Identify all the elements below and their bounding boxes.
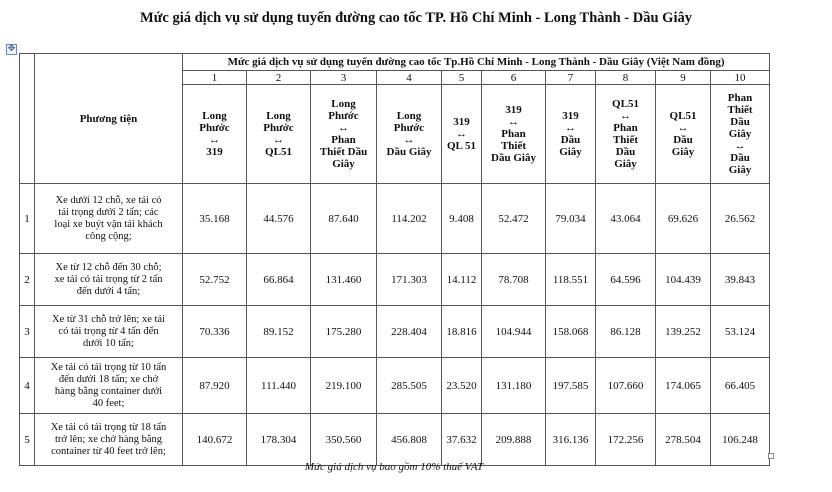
fee-cell: 139.252 bbox=[656, 306, 711, 358]
fee-cell: 285.505 bbox=[377, 358, 442, 414]
fee-cell: 107.660 bbox=[596, 358, 656, 414]
fee-cell: 64.596 bbox=[596, 254, 656, 306]
route-header-line: QL51 bbox=[265, 146, 292, 158]
route-header bbox=[596, 85, 656, 184]
fee-cell: 53.124 bbox=[711, 306, 770, 358]
fee-cell: 87.640 bbox=[311, 184, 377, 254]
vehicle-description-line: container từ 40 feet trở lên; bbox=[51, 445, 166, 457]
vehicle-description-line: công cộng; bbox=[85, 230, 132, 242]
route-header-line: ↔ bbox=[273, 134, 284, 146]
vehicle-description bbox=[35, 358, 183, 414]
fee-cell: 111.440 bbox=[247, 358, 311, 414]
fee-cell: 66.405 bbox=[711, 358, 770, 414]
fee-cell: 104.439 bbox=[656, 254, 711, 306]
row-index: 3 bbox=[20, 306, 35, 358]
route-header bbox=[546, 85, 596, 184]
row-index: 1 bbox=[20, 184, 35, 254]
route-header-line: Phước bbox=[328, 110, 359, 122]
route-header-line: Phan bbox=[727, 92, 753, 104]
fee-cell: 69.626 bbox=[656, 184, 711, 254]
toll-fee-table bbox=[19, 53, 770, 466]
route-header-line: Dầu bbox=[560, 134, 581, 146]
route-header-line: ↔ bbox=[677, 122, 689, 134]
fee-cell: 175.280 bbox=[311, 306, 377, 358]
route-header bbox=[183, 85, 247, 184]
route-header-line: Phước bbox=[393, 122, 425, 134]
route-header-line: Dầu Giây bbox=[386, 146, 432, 158]
route-header bbox=[247, 85, 311, 184]
route-header bbox=[311, 85, 377, 184]
header-blank-cell bbox=[20, 54, 35, 184]
vehicle-description-line: 40 feet; bbox=[92, 397, 125, 409]
route-header-line: Giây bbox=[332, 158, 355, 170]
fee-cell: 44.576 bbox=[247, 184, 311, 254]
fee-cell: 104.944 bbox=[482, 306, 546, 358]
table-row bbox=[20, 254, 770, 306]
route-header-line: ↔ bbox=[620, 110, 631, 122]
vehicle-description-line: Xe từ 31 chỗ trở lên; xe tải bbox=[51, 313, 165, 325]
table-row bbox=[20, 358, 770, 414]
move-handle-icon[interactable]: ✥ bbox=[7, 44, 16, 54]
column-number: 5 bbox=[442, 71, 482, 85]
fee-cell: 174.065 bbox=[656, 358, 711, 414]
route-header-line: Long bbox=[266, 110, 291, 122]
route-header-line: Dầu bbox=[730, 116, 750, 128]
fee-cell: 158.068 bbox=[546, 306, 596, 358]
route-header-line: Long bbox=[331, 98, 356, 110]
vehicle-description-line: xe tải có tải trọng từ 2 tấn bbox=[54, 273, 163, 285]
row-index: 5 bbox=[20, 414, 35, 466]
fee-cell: 37.632 bbox=[442, 414, 482, 466]
fee-cell: 66.864 bbox=[247, 254, 311, 306]
fee-cell: 140.672 bbox=[183, 414, 247, 466]
row-index: 4 bbox=[20, 358, 35, 414]
route-header-line: 319 bbox=[453, 116, 470, 128]
table-row bbox=[20, 414, 770, 466]
fee-cell: 35.168 bbox=[183, 184, 247, 254]
fee-cell: 118.551 bbox=[546, 254, 596, 306]
route-header-line: Long bbox=[202, 110, 227, 122]
route-header-line: 319 bbox=[206, 146, 223, 158]
route-header-line: ↔ bbox=[456, 128, 467, 140]
vehicle-header: Phương tiện bbox=[35, 54, 183, 184]
route-header-line: QL 51 bbox=[446, 140, 477, 152]
table-row bbox=[20, 184, 770, 254]
route-header bbox=[711, 85, 770, 184]
resize-handle-icon[interactable] bbox=[768, 453, 774, 459]
vehicle-description-line: Xe tải có tải trọng từ 10 tấn bbox=[50, 361, 167, 373]
route-header-line: Thiết bbox=[727, 104, 753, 116]
row-index: 2 bbox=[20, 254, 35, 306]
route-header-line: QL51 bbox=[612, 98, 639, 110]
column-number: 7 bbox=[546, 71, 596, 85]
route-header bbox=[377, 85, 442, 184]
route-header-line: Dầu bbox=[673, 134, 693, 146]
page-title: Mức giá dịch vụ sử dụng tuyến đường cao tốc TP. Hồ Chí Minh - Long Thành - Dầu Giây bbox=[140, 10, 692, 26]
route-header-line: ↔ bbox=[403, 134, 415, 146]
route-header-line: Giây bbox=[559, 146, 582, 158]
column-number: 4 bbox=[377, 71, 442, 85]
route-header-line: Giây bbox=[728, 128, 752, 140]
column-number: 3 bbox=[311, 71, 377, 85]
column-number: 6 bbox=[482, 71, 546, 85]
route-header-line: QL51 bbox=[669, 110, 697, 122]
fee-cell: 18.816 bbox=[442, 306, 482, 358]
fee-cell: 172.256 bbox=[596, 414, 656, 466]
fee-cell: 278.504 bbox=[656, 414, 711, 466]
route-header-line: ↔ bbox=[508, 116, 519, 128]
route-header-line: Dầu Giây bbox=[491, 152, 536, 164]
vehicle-description bbox=[35, 184, 183, 254]
vehicle-description bbox=[35, 306, 183, 358]
fee-cell: 350.560 bbox=[311, 414, 377, 466]
fee-cell: 209.888 bbox=[482, 414, 546, 466]
route-header-line: Giây bbox=[728, 164, 752, 176]
vehicle-description-line: đến dưới 4 tấn; bbox=[76, 285, 141, 297]
vehicle-description-line: Xe tải có tải trọng từ 18 tấn bbox=[50, 421, 167, 433]
fee-cell: 171.303 bbox=[377, 254, 442, 306]
route-header-line: ↔ bbox=[734, 140, 746, 152]
route-header-line: Long bbox=[396, 110, 422, 122]
route-header-line: Phước bbox=[263, 122, 294, 134]
vehicle-description-line: hàng bằng container dưới bbox=[54, 385, 163, 397]
fee-cell: 9.408 bbox=[442, 184, 482, 254]
fee-cell: 86.128 bbox=[596, 306, 656, 358]
route-header-line: Phan bbox=[613, 122, 638, 134]
fee-cell: 197.585 bbox=[546, 358, 596, 414]
fee-cell: 39.843 bbox=[711, 254, 770, 306]
fee-cell: 87.920 bbox=[183, 358, 247, 414]
route-header-line: Thiết Dầu bbox=[319, 146, 368, 158]
route-header-line: Dầu bbox=[615, 146, 636, 158]
column-number: 8 bbox=[596, 71, 656, 85]
vehicle-description-line: Xe từ 12 chỗ đến 30 chỗ; bbox=[55, 261, 162, 273]
route-header-line: 319 bbox=[505, 104, 522, 116]
fee-cell: 131.180 bbox=[482, 358, 546, 414]
fee-cell: 52.752 bbox=[183, 254, 247, 306]
vehicle-description bbox=[35, 414, 183, 466]
fee-cell: 456.808 bbox=[377, 414, 442, 466]
fee-cell: 228.404 bbox=[377, 306, 442, 358]
fee-cell: 79.034 bbox=[546, 184, 596, 254]
route-header bbox=[656, 85, 711, 184]
column-number: 9 bbox=[656, 71, 711, 85]
fee-cell: 26.562 bbox=[711, 184, 770, 254]
route-header-line: Thiết bbox=[500, 140, 527, 152]
vehicle-description-line: dưới 10 tấn; bbox=[83, 337, 134, 349]
route-header-line: 319 bbox=[562, 110, 579, 122]
route-header bbox=[442, 85, 482, 184]
route-header-line: Phan bbox=[501, 128, 526, 140]
table-row bbox=[20, 306, 770, 358]
vehicle-description-line: loại xe buýt vận tải khách bbox=[54, 218, 163, 230]
route-header-line: Phước bbox=[199, 122, 230, 134]
vehicle-description-line: Xe dưới 12 chỗ, xe tải có bbox=[55, 194, 162, 206]
fee-cell: 89.152 bbox=[247, 306, 311, 358]
route-header-line: ↔ bbox=[565, 122, 576, 134]
fee-cell: 178.304 bbox=[247, 414, 311, 466]
route-header-line: Phan bbox=[331, 134, 356, 146]
vehicle-description-line: có tải trọng từ 4 tấn đến bbox=[58, 325, 159, 337]
route-header-line: Giây bbox=[614, 158, 637, 170]
fee-cell: 106.248 bbox=[711, 414, 770, 466]
fee-cell: 70.336 bbox=[183, 306, 247, 358]
vehicle-description-line: tải trọng dưới 2 tấn; các bbox=[58, 206, 159, 218]
group-header: Mức giá dịch vụ sử dụng tuyến đường cao tốc Tp.Hồ Chí Minh - Long Thành - Dầu Giây (Việt Nam đồng) bbox=[183, 54, 770, 71]
column-number: 2 bbox=[247, 71, 311, 85]
route-header-line: Dầu bbox=[730, 152, 750, 164]
route-header-line: Giây bbox=[671, 146, 695, 158]
route-header-line: ↔ bbox=[338, 122, 349, 134]
vehicle-description-line: đến dưới 18 tấn; xe chở bbox=[58, 373, 159, 385]
route-header bbox=[482, 85, 546, 184]
fee-cell: 219.100 bbox=[311, 358, 377, 414]
fee-cell: 114.202 bbox=[377, 184, 442, 254]
column-number: 1 bbox=[183, 71, 247, 85]
route-header-line: ↔ bbox=[209, 134, 220, 146]
vehicle-description-line: trở lên; xe chở hàng bằng bbox=[54, 433, 163, 445]
fee-cell: 131.460 bbox=[311, 254, 377, 306]
fee-cell: 316.136 bbox=[546, 414, 596, 466]
vehicle-description bbox=[35, 254, 183, 306]
fee-cell: 14.112 bbox=[442, 254, 482, 306]
fee-cell: 43.064 bbox=[596, 184, 656, 254]
footnote: Mức giá dịch vụ bao gồm 10% thuế VAT bbox=[304, 461, 484, 473]
column-number: 10 bbox=[711, 71, 770, 85]
fee-cell: 23.520 bbox=[442, 358, 482, 414]
route-header-line: Thiết bbox=[612, 134, 639, 146]
fee-cell: 52.472 bbox=[482, 184, 546, 254]
fee-cell: 78.708 bbox=[482, 254, 546, 306]
